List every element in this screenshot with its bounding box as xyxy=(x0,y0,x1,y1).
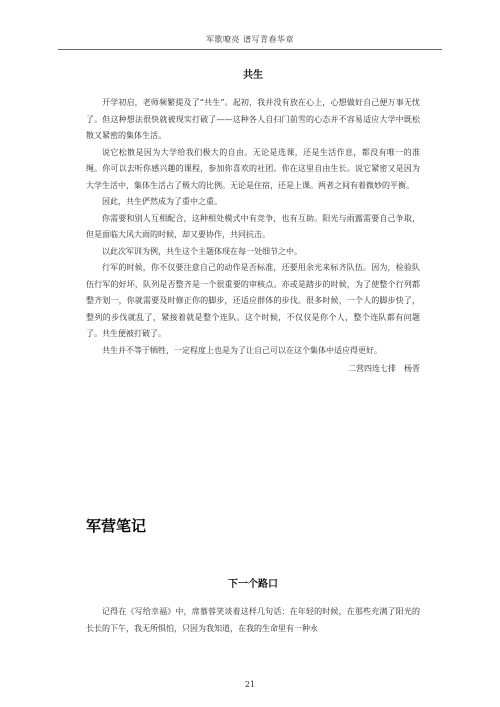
running-header: 军歌嘹亮 谱写青春华章 xyxy=(205,35,295,44)
header-rule xyxy=(58,49,442,50)
article-2 xyxy=(86,575,420,637)
paragraph: 行军的时候，你不仅要注意自己的动作是否标准，还要用余光来标齐队伍。因为，检验队伍行军的好坏，队列是否整齐是一个很重要的审核点。亦或是踏步的时候，为了使整个行列都整齐划一，你就需要及时修正你的脚步，还适应群体的步伐。很多时候，一个人的脚步快了，整列的步伐就乱了，紧接着就是整个连队。这个时候，不仅仅是你个人，整个连队都有问题了。共生便被打破了。 xyxy=(86,263,420,338)
page-number: 21 xyxy=(244,680,256,689)
paragraph: 开学初启，老师频繁提及了“共生”。起初，我并没有放在心上，心想做好自己便万事无忧了。但这种想法很快就被现实打破了——这种各人自扫门前雪的心态并不容易适应大学中既松散又紧密的集体生活。 xyxy=(86,98,420,140)
paragraph: 说它松散是因为大学给我们极大的自由。无论是选课，还是生活作息，都没有唯一的准绳。你可以去听你感兴趣的课程，参加你喜欢的社团。你在这里自由生长。说它紧密又是因为大学生活中，集体生活占了极大的比例。无论是住宿，还是上课。两者之间有着微妙的平衡。 xyxy=(86,147,420,190)
paragraph: 因此，共生俨然成为了重中之重。 xyxy=(102,197,222,206)
paragraph: 记得在《写给幸福》中，席慕蓉笑谈着这样几句话：在年轻的时候，在那些充满了阳光的长长的下午，我无所惧怕，只因为我知道，在我的生命里有一种永 xyxy=(86,607,420,633)
paragraph: 以此次军训为例，共生这个主题体现在每一处细节之中。 xyxy=(102,246,302,256)
paragraph: 共生并不等于牺牲，一定程度上也是为了让自己可以在这个集体中适应得更好。 xyxy=(102,345,382,355)
article-title: 下一个路口 xyxy=(228,579,278,590)
article-title: 共生 xyxy=(243,70,263,81)
article-1 xyxy=(86,66,420,378)
paragraph: 你需要和别人互相配合，这种相处模式中有竞争，也有互助。阳光与雨露需要自己争取，但是面临大风大雨的时候，却又要协作，共同抗击。 xyxy=(86,213,420,239)
author-signature: 二营四连七排 杨晋 xyxy=(348,364,420,373)
section-heading: 军营笔记 xyxy=(86,517,147,535)
